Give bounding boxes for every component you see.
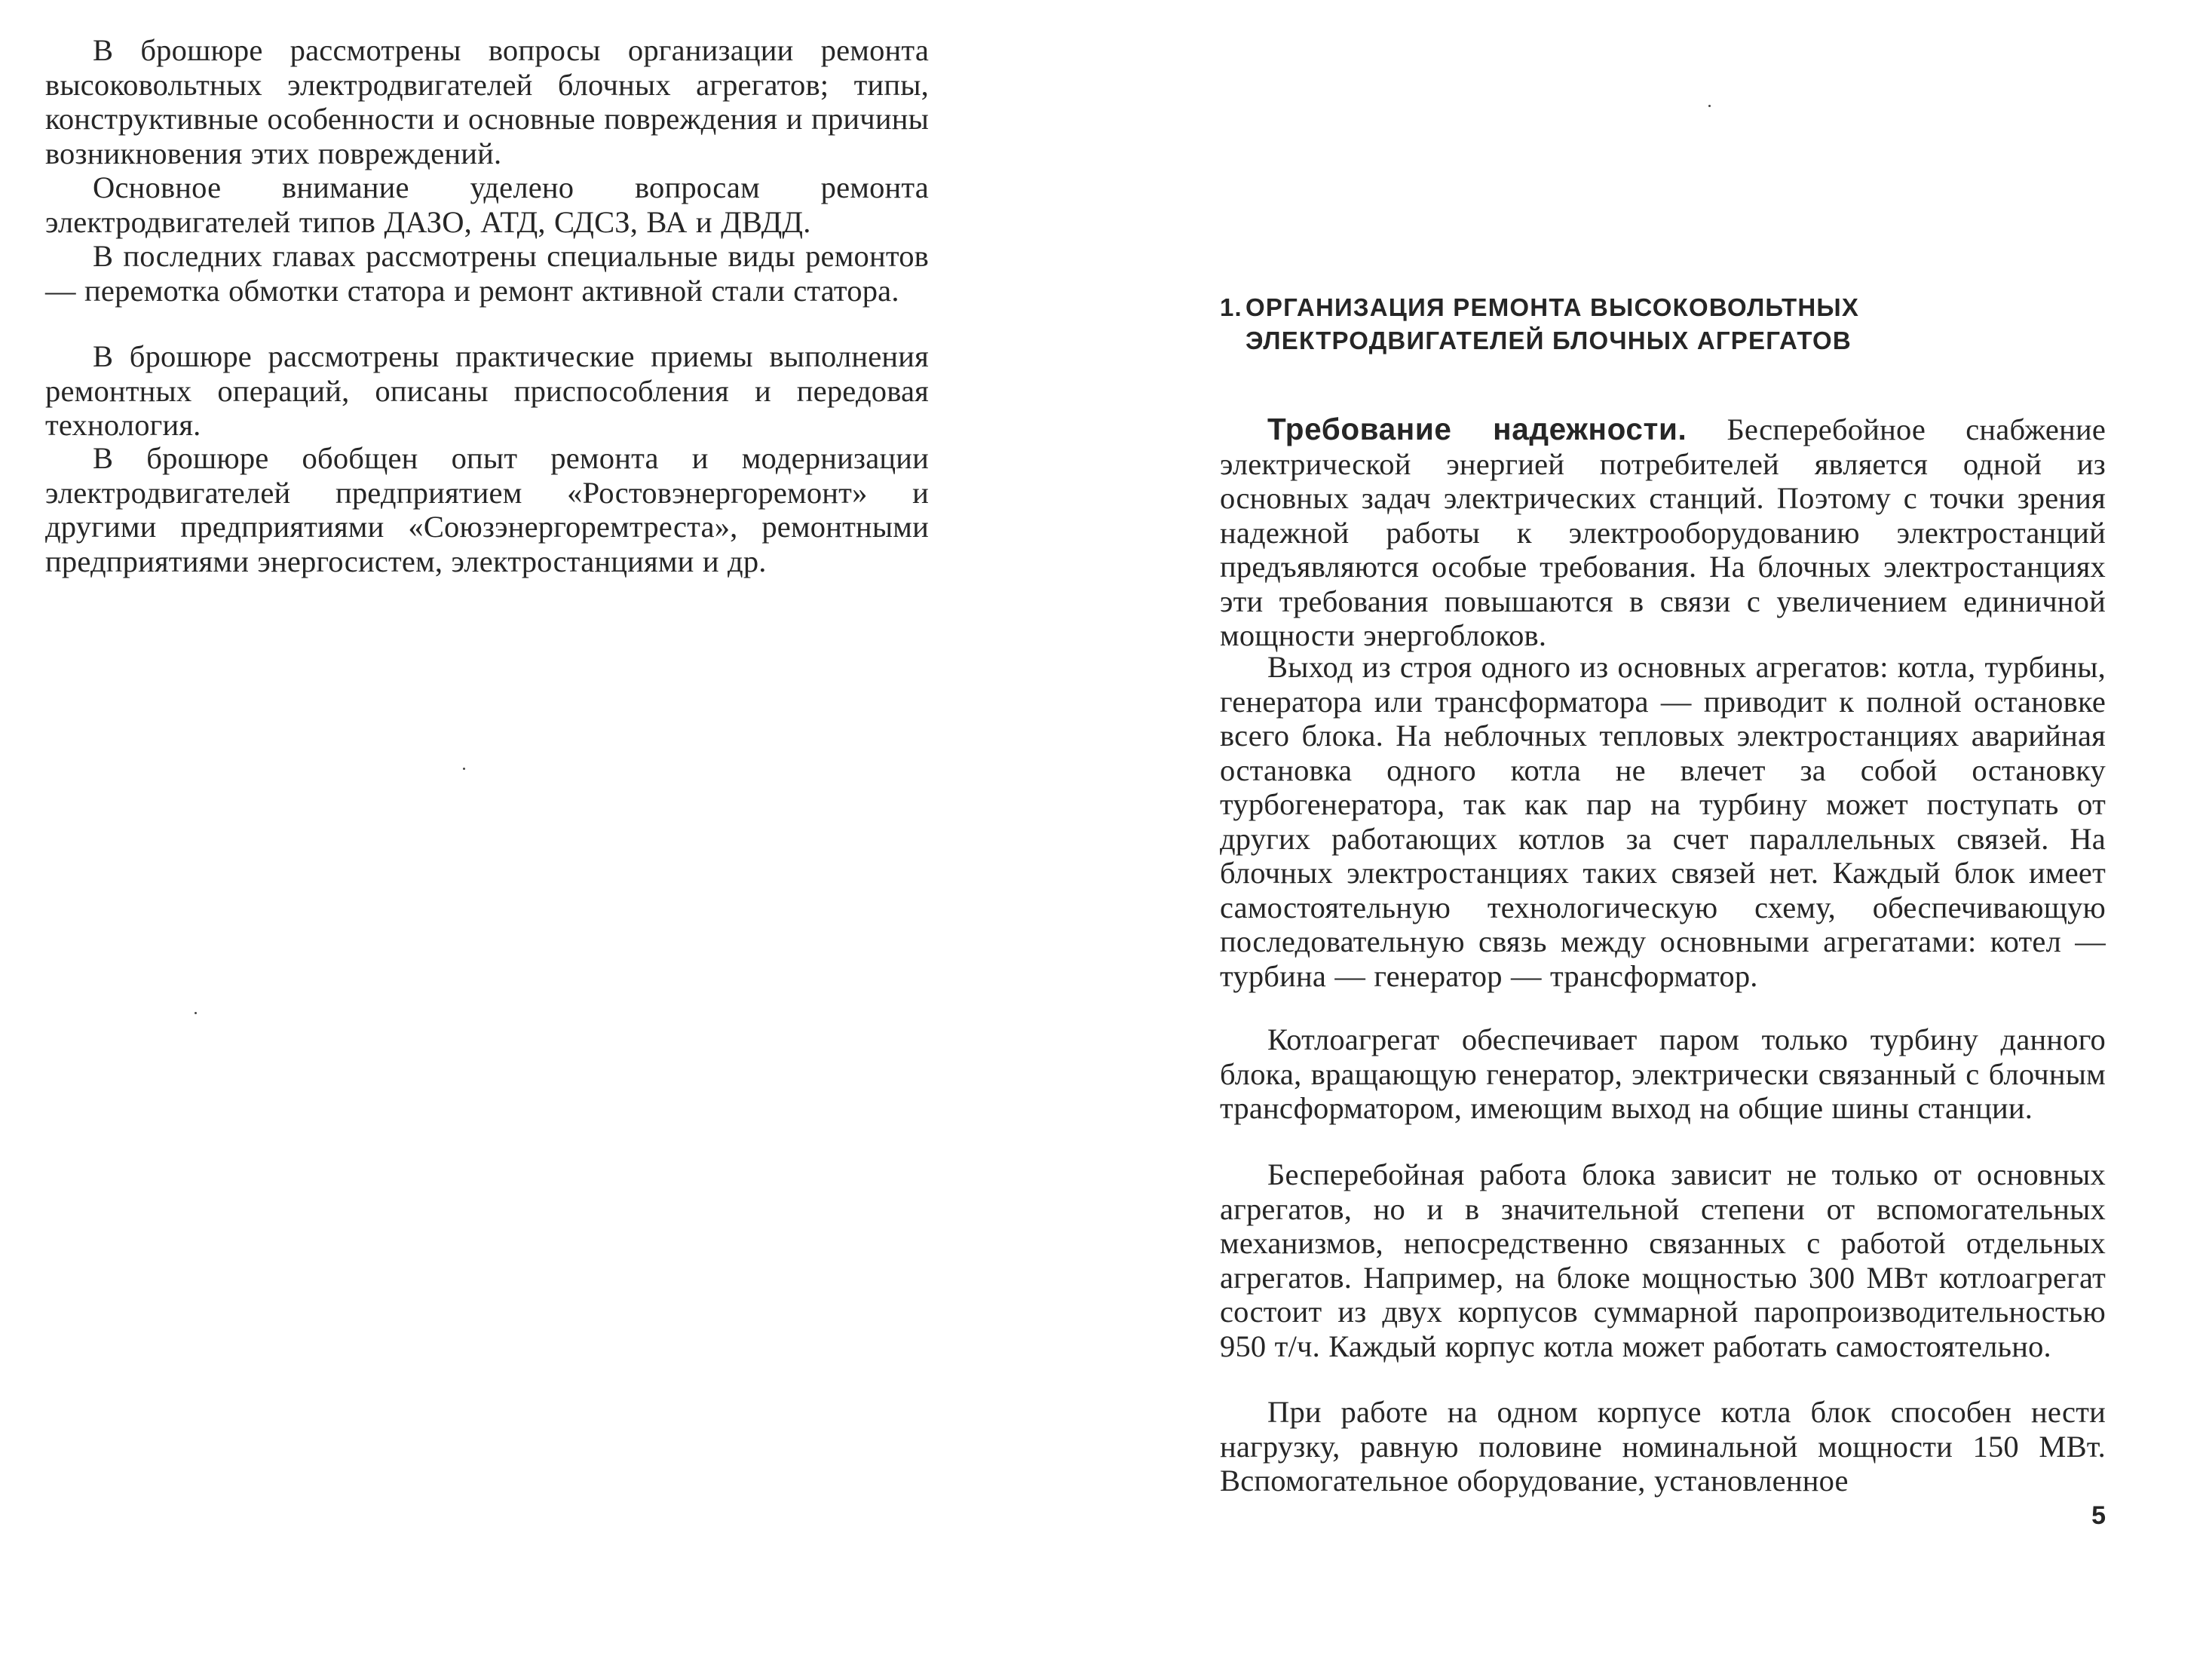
print-speck (195, 1012, 197, 1014)
annotation-paragraph-4: В брошюре рассмотрены практические приемы выполнения ремонтных операций, описаны приспособления и передовая технология. (45, 339, 929, 442)
page-number: 5 (2091, 1501, 2106, 1530)
annotation-paragraph-3: В последних главах рассмотрены специальные виды ремонтов — перемотка обмотки статора и ремонт активной стали статора. (45, 239, 929, 308)
body-paragraph-2: Выход из строя одного из основных агрегатов: котла, турбины, генератора или трансформатора — приводит к полной остановке всего блока. На неблочных тепловых электростанциях аварийная остановка одного котла не влечет за собой остановку турбогенератора, так как пар на турбину может поступать от других работающих котлов за счет параллельных связей. На блочных электростанциях таких связей нет. Каждый блок имеет самостоятельную технологическую схему, обеспечивающую последовательную связь между основными агрегатами: котел — турбина — генератор — трансформатор. (1220, 650, 2106, 993)
right-page (1103, 0, 2206, 1680)
section-lead-bold: Требование надежности. (1267, 412, 1687, 446)
print-speck (463, 768, 465, 770)
chapter-number: 1. (1220, 293, 1242, 321)
body-paragraph-1 (1220, 412, 2106, 653)
chapter-title-line-2: ЭЛЕКТРОДВИГАТЕЛЕЙ БЛОЧНЫХ АГРЕГАТОВ (1245, 326, 1852, 354)
body-paragraph-3: Котлоагрегат обеспечивает паром только турбину данного блока, вращающую генератор, электрически связанный с блочным трансформатором, имеющим выход на общие шины станции. (1220, 1022, 2106, 1125)
chapter-heading (1220, 291, 2106, 357)
section-lead-text: Бесперебойное снабжение электрической энергией потребителей является одной из основных задач электрических станций. Поэтому с точки зрения надежной работы к электрооборудованию электростанций предъявляются особые требования. На блочных электростанциях эти требования повышаются в связи с увеличением единичной мощности энергоблоков. (1220, 412, 2106, 652)
body-paragraph-4: Бесперебойная работа блока зависит не только от основных агрегатов, но и в значительной степени от вспомогательных механизмов, непосредственно связанных с работой отдельных агрегатов. Например, на блоке мощностью 300 МВт котлоагрегат состоит из двух корпусов суммарной паропроизводительностью 950 т/ч. Каждый корпус котла может работать самостоятельно. (1220, 1157, 2106, 1363)
annotation-paragraph-2: Основное внимание уделено вопросам ремонта электродвигателей типов ДАЗО, АТД, СДСЗ, ВА и ДВДД. (45, 170, 929, 239)
annotation-paragraph-5: В брошюре обобщен опыт ремонта и модернизации электродвигателей предприятием «Ростовэнергоремонт» и другими предприятиями «Союзэнергоремтреста», ремонтными предприятиями энергосистем, электростанциями и др. (45, 441, 929, 578)
body-paragraph-5: При работе на одном корпусе котла блок способен нести нагрузку, равную половине номинальной мощности 150 МВт. Вспомогательное оборудование, установленное (1220, 1395, 2106, 1498)
annotation-paragraph-1: В брошюре рассмотрены вопросы организации ремонта высоковольтных электродвигателей блочных агрегатов; типы, конструктивные особенности и основные повреждения и причины возникновения этих повреждений. (45, 33, 929, 170)
chapter-title-line-1: ОРГАНИЗАЦИЯ РЕМОНТА ВЫСОКОВОЛЬТНЫХ (1245, 293, 1860, 321)
print-speck (1708, 105, 1711, 107)
